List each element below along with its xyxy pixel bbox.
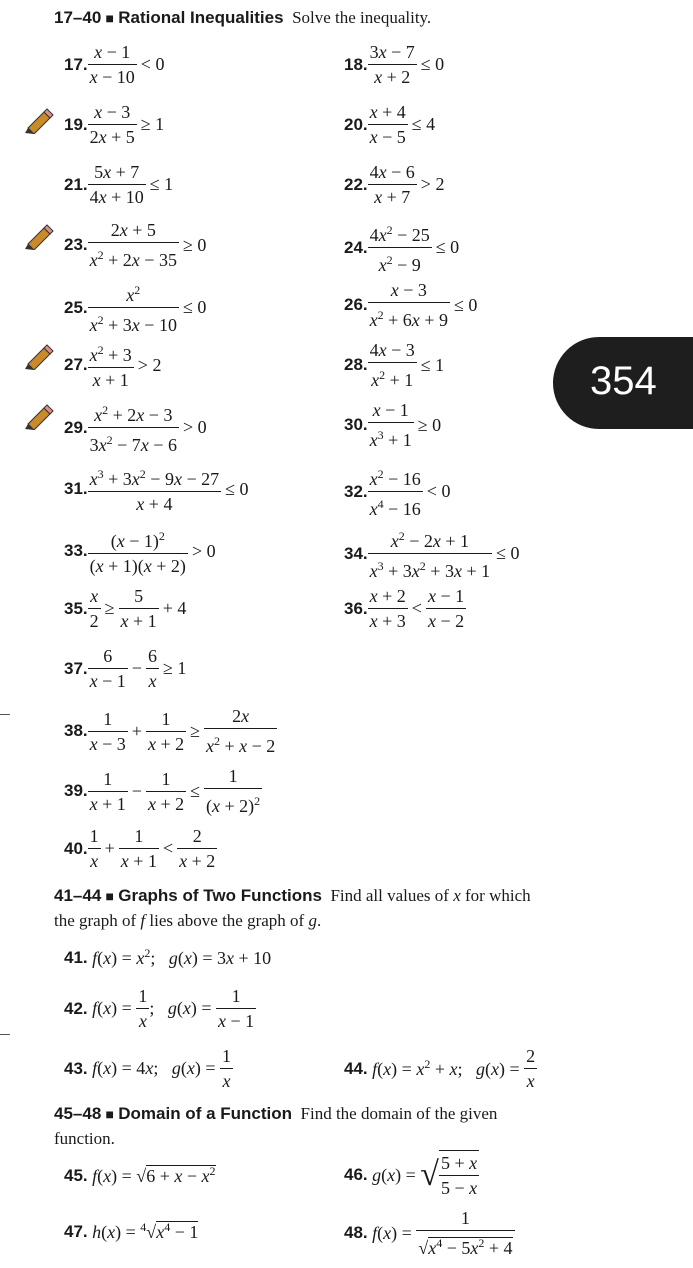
problem-31: 31. $\frac{x^3 + 3x^2 - 9x - 27}{x + 4}$ ≤ 0	[64, 462, 253, 516]
problem-24: 24. $\frac{4x^2 - 25}{x^2 - 9}$ ≤ 0	[344, 218, 463, 277]
problem-25: 25. $\frac{x^2}{x^2 + 3x - 10}$ ≤ 0	[64, 278, 210, 337]
problem-39: 39. $\frac{1}{x + 1}$ − $\frac{1}{x + 2}$ ≤ $\frac{1}{(x + 2)^2}$	[64, 766, 261, 816]
problem-26: 26. $\frac{x - 3}{x^2 + 6x + 9}$ ≤ 0	[344, 280, 478, 330]
page-number: 354	[590, 359, 657, 403]
problem-32: 32. $\frac{x^2 - 16}{x^4 - 16}$ < 0	[344, 462, 454, 521]
section-heading-graphs: 41–44 ■ Graphs of Two Functions Find all values of x for which	[54, 886, 531, 905]
page-number-badge	[553, 337, 693, 429]
margin-tick	[0, 1034, 10, 1035]
problem-27: 27. $\frac{x^2 + 3}{x + 1}$ > 2	[64, 338, 165, 392]
problem-40: 40. $\frac{1}{x}$ + $\frac{1}{x + 1}$ < $\frac{2}{x + 2}$	[64, 826, 216, 871]
problem-29: 29. $\frac{x^2 + 2x - 3}{3x^2 - 7x - 6}$ > 0	[64, 398, 211, 457]
problem-20: 20. $\frac{x + 4}{x - 5}$ ≤ 4	[344, 102, 436, 147]
problem-45: 45. $f(x) = √6 + x - x^2$	[64, 1164, 216, 1186]
problem-41: 41. $f(x) = x^2$; g(x) = 3x + 10	[64, 946, 272, 968]
problem-33: 33. $\frac{(x - 1)^2}{(x + 1)(x + 2)}$ > 0	[64, 524, 220, 578]
problem-34: 34. $\frac{x^2 - 2x + 1}{x^3 + 3x^2 + 3x + 1}$ ≤ 0	[344, 524, 524, 583]
problem-42: 42. f(x) = $\frac{1}{x}$ ; g(x) = $\frac{1}{x - 1}$	[64, 986, 255, 1031]
problem-46: 46. g(x) = √ $\frac{5 + x}{5 - x}$	[344, 1150, 479, 1200]
problem-23: 23. $\frac{2x + 5}{x^2 + 2x - 35}$ ≥ 0	[64, 220, 207, 270]
section-heading-graphs-cont: the graph of f lies above the graph of g.	[54, 911, 322, 930]
problem-48: 48. f(x) = $\frac{1}{√x^4 - 5x^2 + 4}$	[344, 1208, 513, 1258]
problem-21: 21. $\frac{5x + 7}{4x + 10}$ ≤ 1	[64, 162, 174, 207]
pencil-icon	[24, 224, 54, 250]
problem-17: 17. $\frac{x - 1}{x - 10}$ < 0	[64, 42, 165, 87]
problem-43: 43. f(x) = 4x; g(x) = $\frac{1}{x}$	[64, 1046, 231, 1091]
problem-18: 18. $\frac{3x - 7}{x + 2}$ ≤ 0	[344, 42, 445, 87]
problem-35: 35. $\frac{x}{2}$ ≥ $\frac{5}{x + 1}$ + 4	[64, 586, 187, 631]
problem-47: 47. $h(x) = ^4√x^4 - 1$	[64, 1220, 199, 1242]
problem-37: 37. $\frac{6}{x - 1}$ − $\frac{6}{x}$ ≥ 1	[64, 646, 187, 691]
problem-38: 38. $\frac{1}{x - 3}$ + $\frac{1}{x + 2}$ ≥ $\frac{2x}{x^2 + x - 2}$	[64, 706, 276, 756]
problem-30: 30. $\frac{x - 1}{x^3 + 1}$ ≥ 0	[344, 400, 442, 450]
section-heading-domain-cont: function.	[54, 1129, 115, 1148]
margin-tick	[0, 714, 10, 715]
problem-22: 22. $\frac{4x - 6}{x + 7}$ > 2	[344, 162, 445, 207]
problem-19: 19. $\frac{x - 3}{2x + 5}$ ≥ 1	[64, 102, 165, 147]
section-heading-rational-inequalities: 17–40 ■ Rational Inequalities Solve the inequality.	[54, 8, 432, 27]
section-heading-domain: 45–48 ■ Domain of a Function Find the domain of the given	[54, 1104, 498, 1123]
problem-44: 44. $f(x) = x^2 + x$; g(x) = $\frac{2}{x}$	[344, 1046, 536, 1091]
pencil-icon	[24, 108, 54, 134]
pencil-icon	[24, 344, 54, 370]
problem-28: 28. $\frac{4x - 3}{x^2 + 1}$ ≤ 1	[344, 340, 445, 390]
pencil-icon	[24, 404, 54, 430]
problem-36: 36. $\frac{x + 2}{x + 3}$ < $\frac{x - 1}{x - 2}$	[344, 586, 465, 631]
